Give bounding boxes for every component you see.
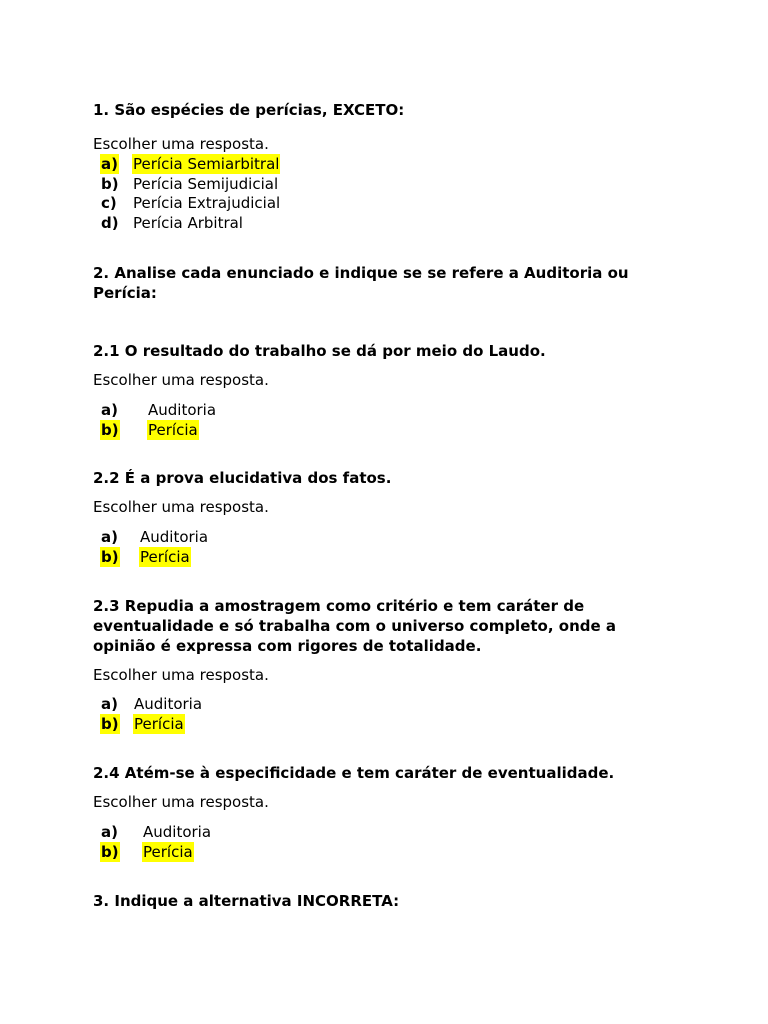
question-2-4-title: 2.4 Atém-se à especificidade e tem caráter de eventualidade. [93, 764, 615, 782]
question-3-title: 3. Indique a alternativa INCORRETA: [93, 892, 400, 910]
option-text: Perícia Semiarbitral [133, 155, 280, 173]
question-2-title-line-1: 2. Analise cada enunciado e indique se se refere a Auditoria ou [93, 264, 629, 282]
question-2-2-title: 2.2 É a prova elucidativa dos fatos. [93, 469, 392, 487]
option-text: Auditoria [143, 823, 212, 841]
question-1-title: 1. São espécies de perícias, EXCETO: [93, 101, 405, 119]
option-letter: a) [101, 528, 118, 546]
question-2-2-prompt: Escolher uma resposta. [93, 498, 269, 516]
option-letter: b) [101, 843, 119, 861]
question-2-1-title: 2.1 O resultado do trabalho se dá por meio do Laudo. [93, 342, 546, 360]
option-letter: a) [101, 695, 118, 713]
option-text: Perícia [148, 421, 198, 439]
question-1-prompt: Escolher uma resposta. [93, 135, 269, 153]
option-text: Perícia [143, 843, 193, 861]
option-text: Perícia [134, 715, 184, 733]
question-2-3-title-line-3: opinião é expressa com rigores de totalidade. [93, 637, 482, 655]
option-letter: b) [101, 175, 119, 193]
option-text: Auditoria [148, 401, 217, 419]
question-2-3-title-line-1: 2.3 Repudia a amostragem como critério e tem caráter de [93, 597, 585, 615]
option-text: Perícia [140, 548, 190, 566]
option-letter: b) [101, 548, 119, 566]
question-2-4-prompt: Escolher uma resposta. [93, 793, 269, 811]
question-2-3-title-line-2: eventualidade e só trabalha com o universo completo, onde a [93, 617, 617, 635]
option-text: Auditoria [134, 695, 203, 713]
option-letter: b) [101, 421, 119, 439]
option-letter: b) [101, 715, 119, 733]
option-text: Perícia Arbitral [133, 214, 243, 232]
question-2-title-line-2: Perícia: [93, 284, 157, 302]
option-text: Auditoria [140, 528, 209, 546]
option-text: Perícia Extrajudicial [133, 194, 281, 212]
option-letter: a) [101, 155, 118, 173]
option-letter: a) [101, 823, 118, 841]
option-letter: c) [101, 194, 117, 212]
option-text: Perícia Semijudicial [133, 175, 279, 193]
option-letter: d) [101, 214, 119, 232]
question-2-3-prompt: Escolher uma resposta. [93, 666, 269, 684]
option-letter: a) [101, 401, 118, 419]
question-2-1-prompt: Escolher uma resposta. [93, 371, 269, 389]
